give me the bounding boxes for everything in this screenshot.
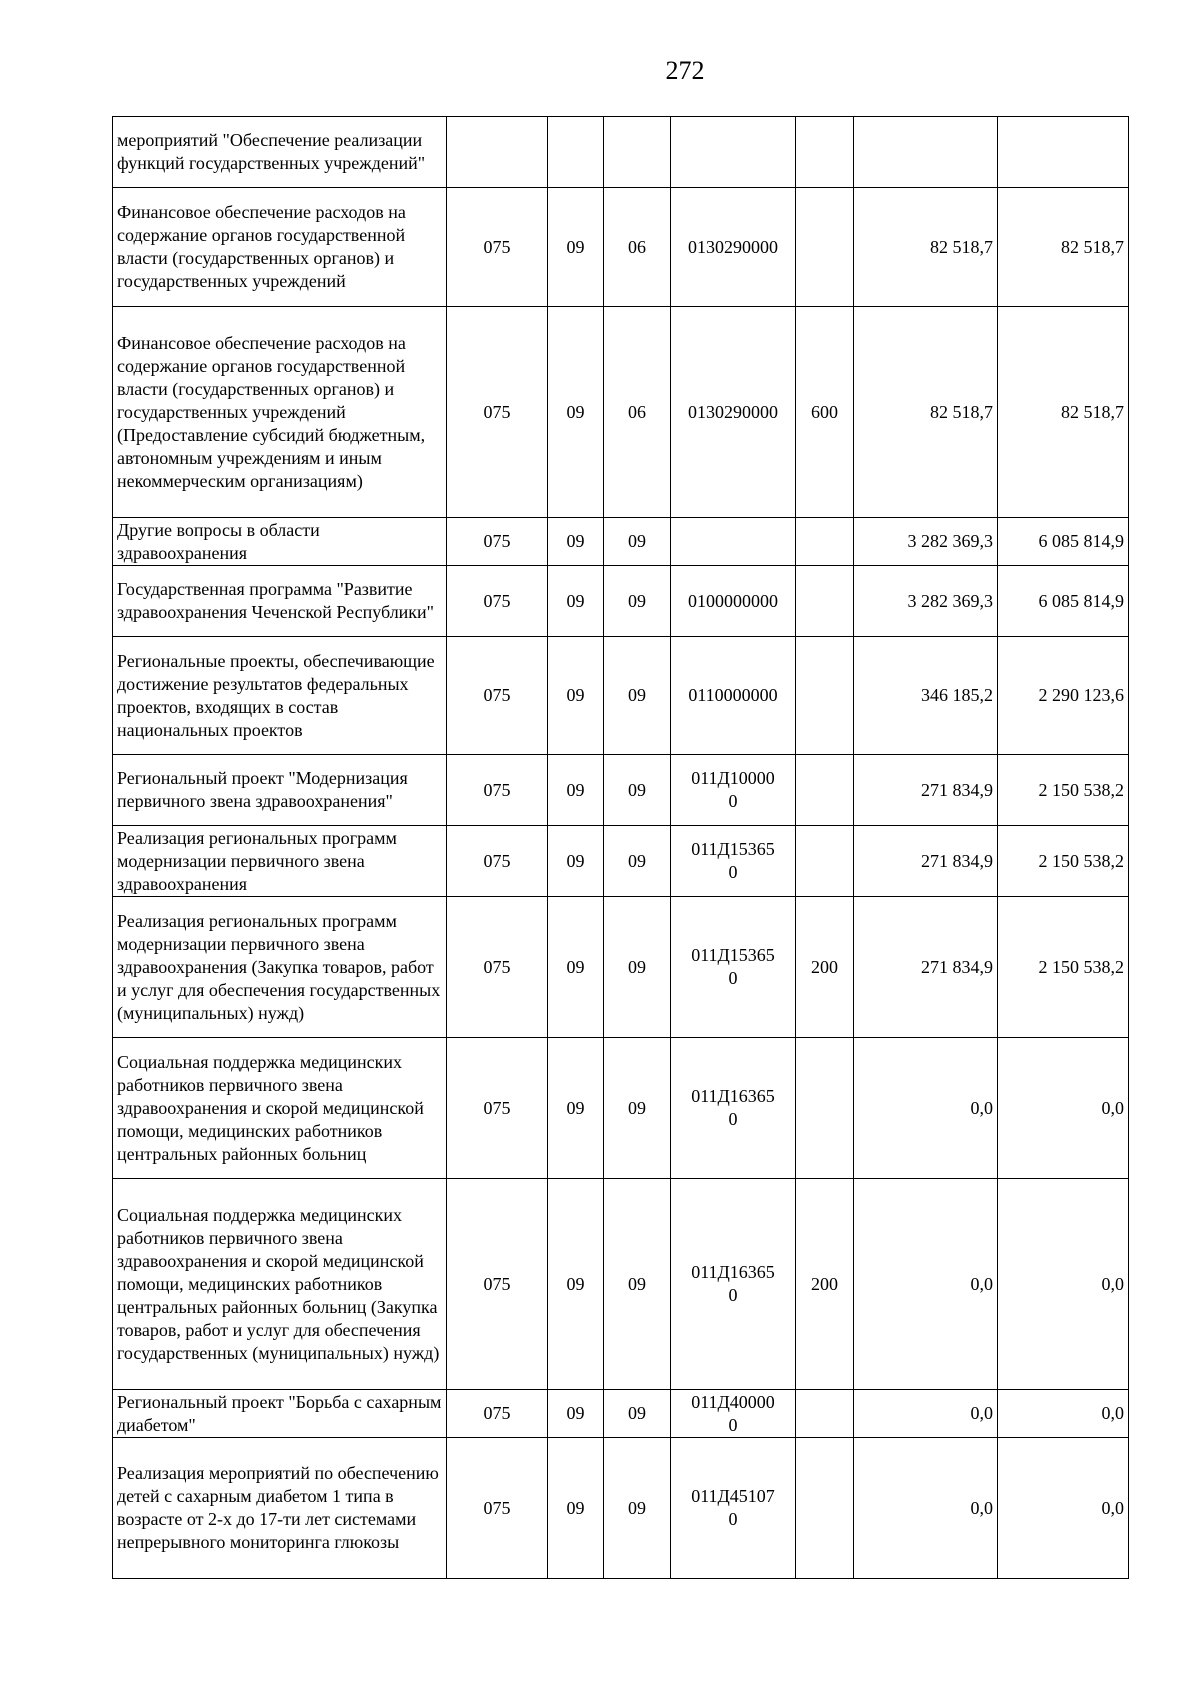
row-sum-2: 2 290 123,6 (998, 637, 1129, 755)
row-sum-2: 0,0 (998, 1438, 1129, 1579)
row-cs: 0130290000 (671, 188, 796, 307)
row-sum-2: 2 150 538,2 (998, 826, 1129, 897)
row-vr (796, 566, 854, 637)
row-rz: 09 (548, 1390, 604, 1438)
row-vr: 200 (796, 1179, 854, 1390)
row-cs-line-2: 0 (728, 1414, 738, 1435)
row-cs (671, 117, 796, 188)
row-grbs: 075 (447, 1179, 548, 1390)
row-vr (796, 188, 854, 307)
row-sum-1: 346 185,2 (854, 637, 998, 755)
row-grbs: 075 (447, 1390, 548, 1438)
table-row (113, 188, 1129, 307)
row-cs-line-2: 0 (728, 1285, 738, 1305)
row-rz: 09 (548, 1438, 604, 1579)
row-cs-line-1: 011Д45107 (691, 1486, 775, 1506)
row-grbs: 075 (447, 307, 548, 518)
row-pr: 09 (604, 566, 671, 637)
table-row (113, 637, 1129, 755)
row-rz: 09 (548, 755, 604, 826)
row-sum-2: 0,0 (998, 1390, 1129, 1438)
row-cs-line-1: 011Д40000 (691, 1391, 775, 1412)
row-vr (796, 755, 854, 826)
row-name: Финансовое обеспечение расходов на содержание органов государственной власти (государственных органов) и государственных учреждений (113, 188, 447, 307)
row-name: Реализация региональных программ модернизации первичного звена здравоохранения (113, 826, 447, 897)
row-name: Государственная программа "Развитие здравоохранения Чеченской Республики" (113, 566, 447, 637)
row-name: Социальная поддержка медицинских работников первичного звена здравоохранения и скорой медицинской помощи, медицинских работников центральных районных больниц (Закупка товаров, работ и услуг для обеспечения государственных (муниципальных) нужд) (113, 1179, 447, 1390)
row-pr: 09 (604, 1038, 671, 1179)
row-grbs: 075 (447, 1438, 548, 1579)
row-grbs: 075 (447, 755, 548, 826)
row-cs (671, 1438, 796, 1579)
row-rz: 09 (548, 1179, 604, 1390)
table-row (113, 1438, 1129, 1579)
table-row (113, 518, 1129, 566)
row-grbs: 075 (447, 826, 548, 897)
row-cs (671, 826, 796, 897)
row-rz: 09 (548, 518, 604, 566)
row-cs (671, 1038, 796, 1179)
row-sum-1: 0,0 (854, 1438, 998, 1579)
row-rz: 09 (548, 188, 604, 307)
row-pr: 09 (604, 637, 671, 755)
row-pr: 06 (604, 188, 671, 307)
table-row (113, 117, 1129, 188)
row-sum-1: 0,0 (854, 1390, 998, 1438)
table-row (113, 1390, 1129, 1438)
row-vr (796, 826, 854, 897)
row-sum-2: 82 518,7 (998, 307, 1129, 518)
row-grbs (447, 117, 548, 188)
row-rz: 09 (548, 566, 604, 637)
row-cs: 0100000000 (671, 566, 796, 637)
row-grbs: 075 (447, 566, 548, 637)
row-sum-1: 82 518,7 (854, 188, 998, 307)
row-name: мероприятий "Обеспечение реализации функций государственных учреждений" (113, 117, 447, 188)
row-vr (796, 1038, 854, 1179)
row-name: Региональные проекты, обеспечивающие достижение результатов федеральных проектов, входящих в состав национальных проектов (113, 637, 447, 755)
row-grbs: 075 (447, 188, 548, 307)
row-cs-line-1: 011Д16365 (691, 1262, 775, 1282)
row-sum-1: 271 834,9 (854, 826, 998, 897)
row-name: Другие вопросы в области здравоохранения (113, 518, 447, 566)
row-rz (548, 117, 604, 188)
row-rz: 09 (548, 1038, 604, 1179)
row-name: Региональный проект "Модернизация первичного звена здравоохранения" (113, 755, 447, 826)
row-cs-line-2: 0 (728, 1109, 738, 1129)
row-rz: 09 (548, 307, 604, 518)
row-cs-line-2: 0 (728, 968, 738, 988)
row-cs (671, 1390, 796, 1438)
row-cs (671, 518, 796, 566)
table-row (113, 307, 1129, 518)
row-pr: 09 (604, 897, 671, 1038)
row-grbs: 075 (447, 1038, 548, 1179)
row-vr (796, 1390, 854, 1438)
row-sum-1 (854, 117, 998, 188)
row-rz: 09 (548, 826, 604, 897)
row-pr (604, 117, 671, 188)
row-cs-line-2: 0 (728, 791, 738, 811)
row-vr: 200 (796, 897, 854, 1038)
table-row (113, 826, 1129, 897)
row-sum-2 (998, 117, 1129, 188)
row-vr (796, 518, 854, 566)
row-sum-1: 0,0 (854, 1038, 998, 1179)
budget-table (112, 116, 1129, 1579)
row-name: Реализация мероприятий по обеспечению детей с сахарным диабетом 1 типа в возрасте от 2-х до 17-ти лет системами непрерывного мониторинга глюкозы (113, 1438, 447, 1579)
row-cs: 0130290000 (671, 307, 796, 518)
row-sum-2: 6 085 814,9 (998, 566, 1129, 637)
row-grbs: 075 (447, 637, 548, 755)
row-vr (796, 117, 854, 188)
row-pr: 09 (604, 755, 671, 826)
row-sum-2: 82 518,7 (998, 188, 1129, 307)
row-name: Финансовое обеспечение расходов на содержание органов государственной власти (государственных органов) и государственных учреждений (Предоставление субсидий бюджетным, автономным учреждениям и иным некоммерческим организациям) (113, 307, 447, 518)
row-cs-line-1: 011Д10000 (691, 768, 775, 788)
row-cs: 0110000000 (671, 637, 796, 755)
row-cs-line-2: 0 (728, 1509, 738, 1529)
row-pr: 09 (604, 1390, 671, 1438)
row-cs-line-1: 011Д16365 (691, 1086, 775, 1106)
row-pr: 09 (604, 1438, 671, 1579)
row-sum-1: 0,0 (854, 1179, 998, 1390)
row-sum-2: 2 150 538,2 (998, 897, 1129, 1038)
row-cs (671, 1179, 796, 1390)
row-rz: 09 (548, 897, 604, 1038)
row-grbs: 075 (447, 518, 548, 566)
row-name: Реализация региональных программ модернизации первичного звена здравоохранения (Закупка товаров, работ и услуг для обеспечения государственных (муниципальных) нужд) (113, 897, 447, 1038)
table-row (113, 897, 1129, 1038)
row-cs-line-2: 0 (728, 862, 738, 882)
row-vr (796, 1438, 854, 1579)
row-pr: 09 (604, 518, 671, 566)
row-sum-1: 3 282 369,3 (854, 518, 998, 566)
row-sum-2: 0,0 (998, 1038, 1129, 1179)
row-cs (671, 755, 796, 826)
page-number: 272 (665, 56, 705, 85)
row-sum-1: 271 834,9 (854, 755, 998, 826)
row-rz: 09 (548, 637, 604, 755)
row-cs (671, 897, 796, 1038)
row-name: Региональный проект "Борьба с сахарным диабетом" (113, 1390, 447, 1438)
row-pr: 09 (604, 1179, 671, 1390)
row-vr: 600 (796, 307, 854, 518)
table-row (113, 1038, 1129, 1179)
row-pr: 06 (604, 307, 671, 518)
table-row (113, 1179, 1129, 1390)
row-grbs: 075 (447, 897, 548, 1038)
table-row (113, 755, 1129, 826)
row-sum-1: 82 518,7 (854, 307, 998, 518)
row-vr (796, 637, 854, 755)
row-sum-1: 3 282 369,3 (854, 566, 998, 637)
row-sum-1: 271 834,9 (854, 897, 998, 1038)
row-name: Социальная поддержка медицинских работников первичного звена здравоохранения и скорой медицинской помощи, медицинских работников центральных районных больниц (113, 1038, 447, 1179)
table-row (113, 566, 1129, 637)
row-sum-2: 0,0 (998, 1179, 1129, 1390)
row-sum-2: 2 150 538,2 (998, 755, 1129, 826)
row-cs-line-1: 011Д15365 (691, 945, 775, 965)
row-sum-2: 6 085 814,9 (998, 518, 1129, 566)
row-cs-line-1: 011Д15365 (691, 839, 775, 859)
row-pr: 09 (604, 826, 671, 897)
